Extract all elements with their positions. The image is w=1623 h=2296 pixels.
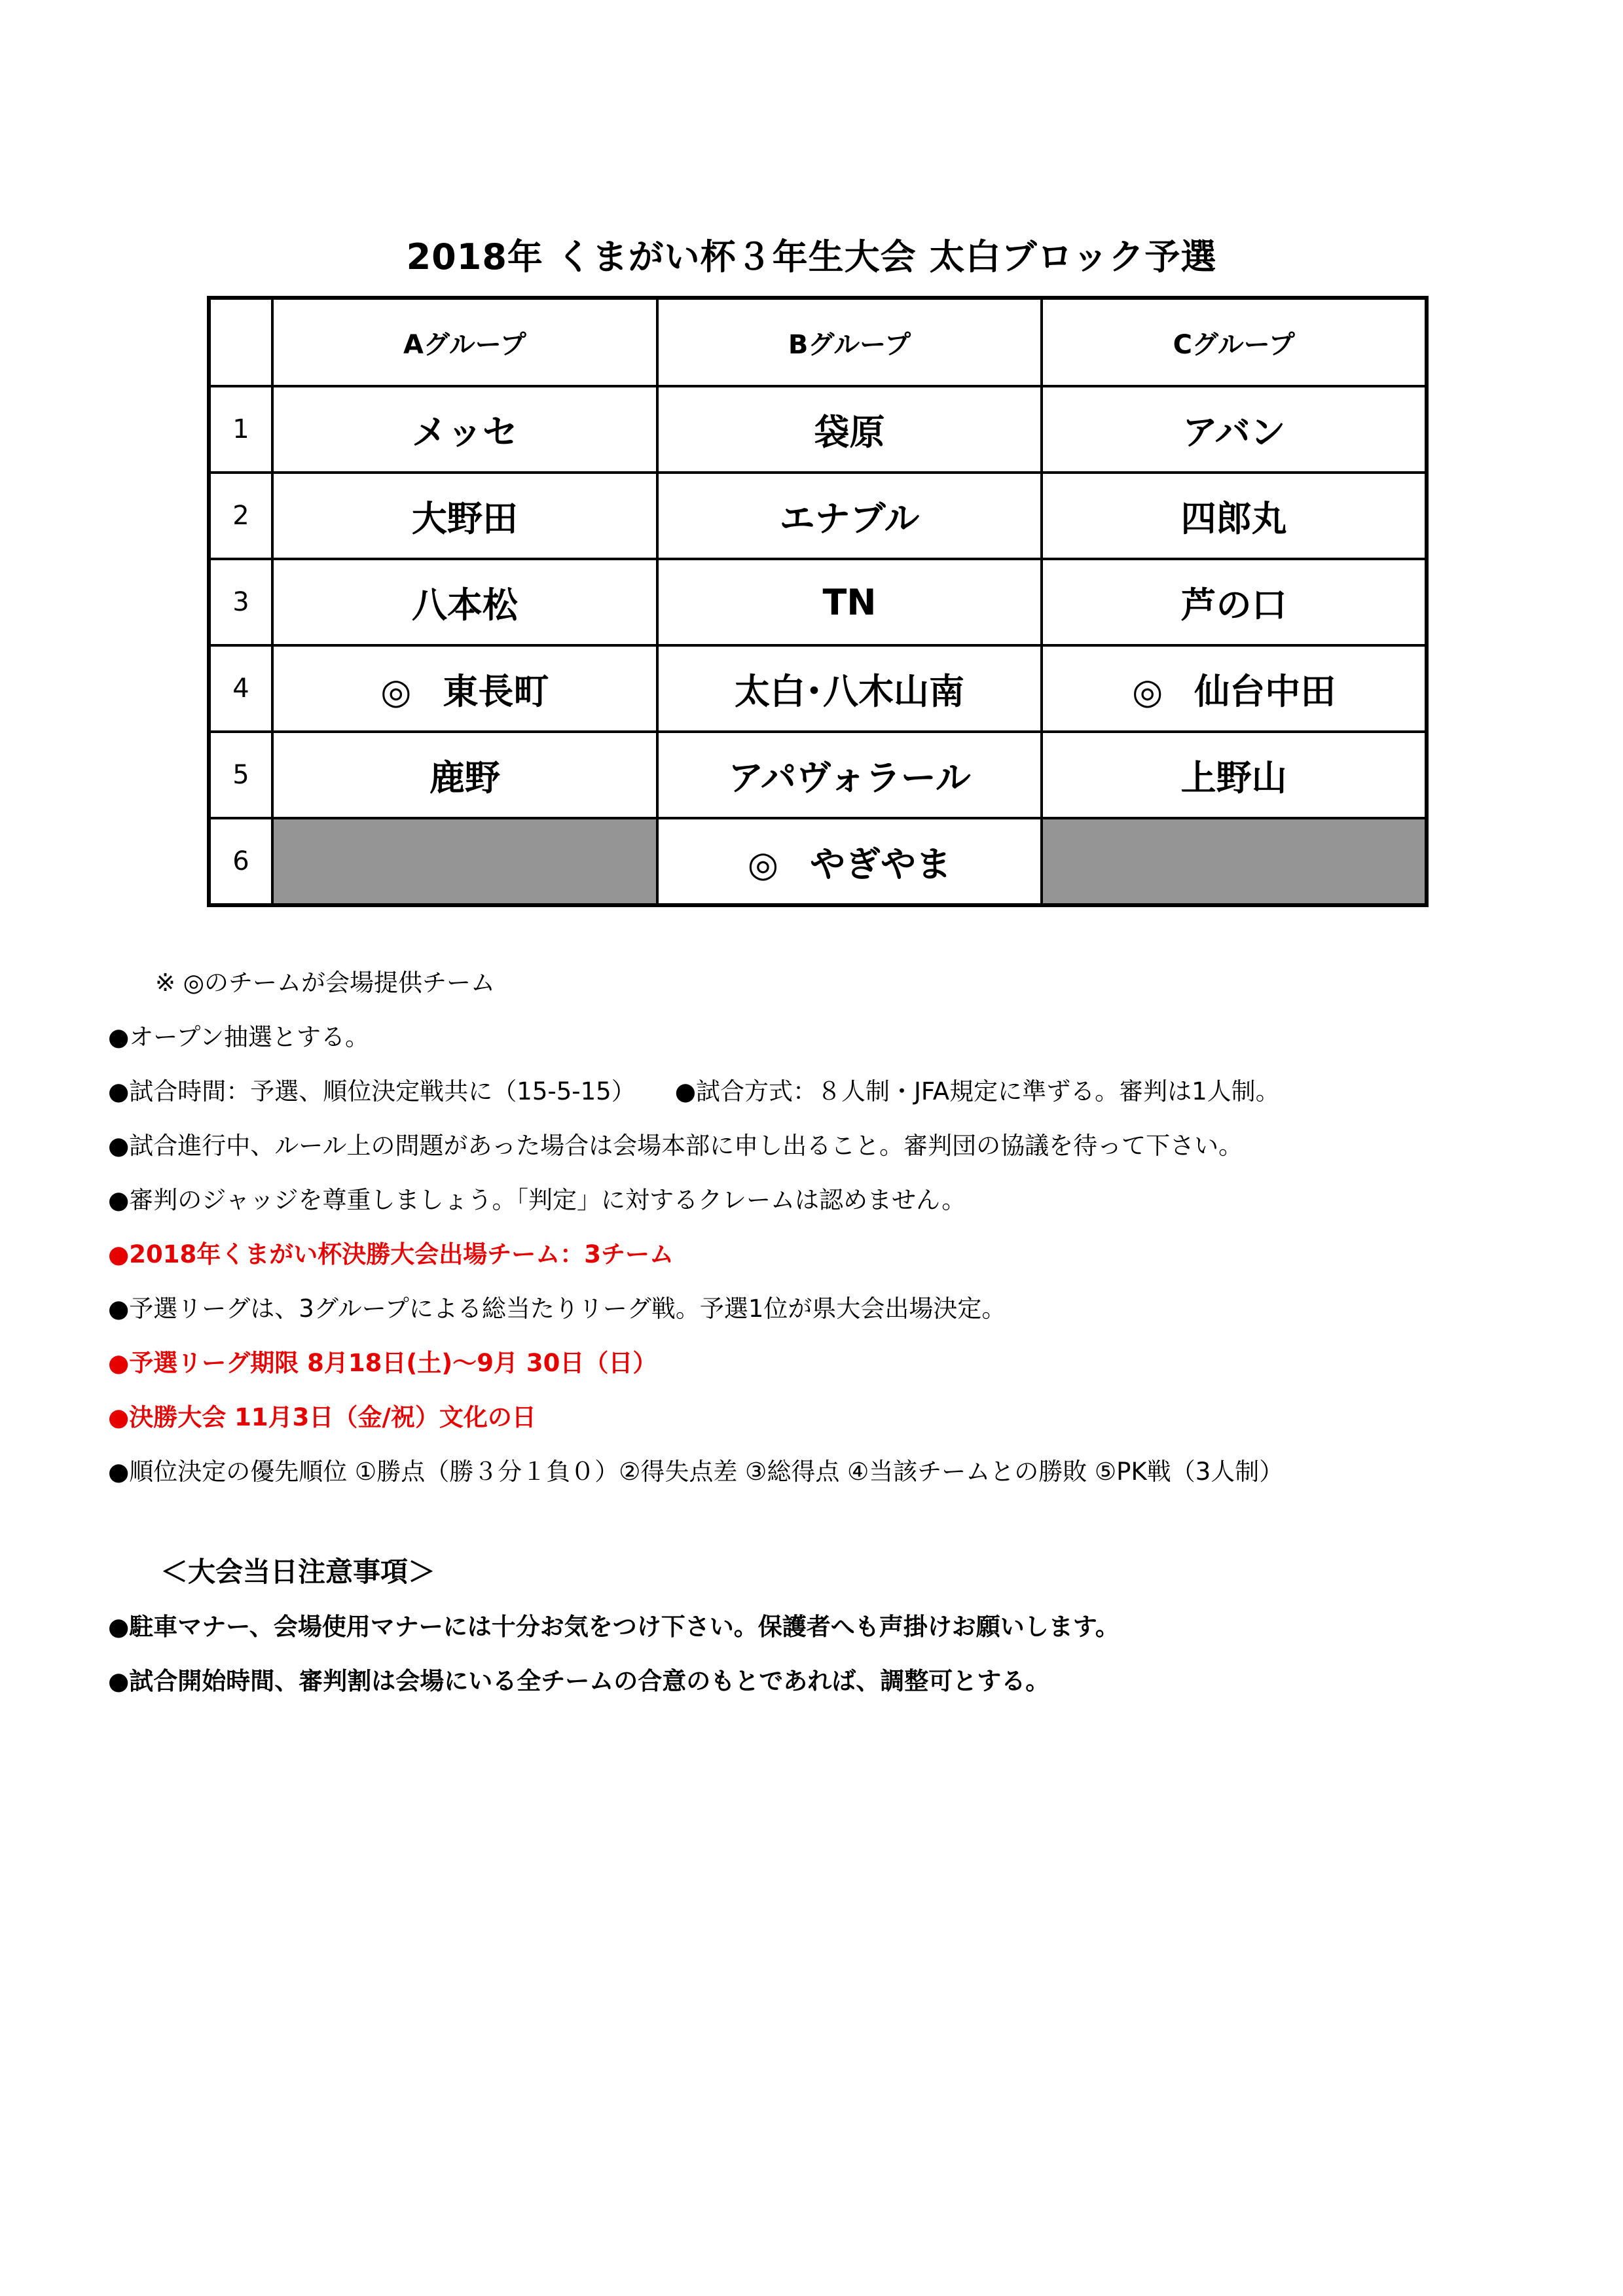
number-header: [209, 298, 272, 386]
venue-mark: ◎: [747, 843, 779, 885]
team-cell: アパヴォラール: [657, 732, 1042, 818]
team-name: やぎやま: [810, 843, 952, 885]
team-cell: [657, 818, 1042, 905]
table-row: [209, 386, 1427, 473]
match-rules-line: [108, 1064, 1581, 1119]
respect-note: ●審判のジャッジを尊重しましょう。「判定」に対するクレームは認めません。: [108, 1186, 966, 1214]
team-cell: アバン: [1042, 386, 1427, 473]
team-cell: 四郎丸: [1042, 473, 1427, 559]
team-cell: エナブル: [657, 473, 1042, 559]
final-teams-note: ●2018年くまがい杯決勝大会出場チーム：3チーム: [108, 1240, 674, 1268]
team-cell: TN: [657, 559, 1042, 645]
team-cell: 鹿野: [272, 732, 657, 818]
team-cell: 芦の口: [1042, 559, 1427, 645]
row-number: 1: [209, 386, 272, 473]
team-cell: 袋原: [657, 386, 1042, 473]
team-cell: [272, 645, 657, 732]
venue-mark: ◎: [380, 670, 412, 712]
table-row: [209, 732, 1427, 818]
row-number: 2: [209, 473, 272, 559]
table-row: [209, 645, 1427, 732]
team-cell: 太白･八木山南: [657, 645, 1042, 732]
league-note: ●予選リーグは、3グループによる総当たりリーグ戦。予選1位が県大会出場決定。: [108, 1295, 1006, 1323]
row-number: 3: [209, 559, 272, 645]
group-a-header: Aグループ: [272, 298, 657, 386]
team-cell: メッセ: [272, 386, 657, 473]
notes-section: [108, 956, 1581, 1708]
group-b-header: Bグループ: [657, 298, 1042, 386]
row-number: 5: [209, 732, 272, 818]
table-row: [209, 818, 1427, 905]
match-time-note: ●試合時間：予選、順位決定戦共に（15-5-15）: [108, 1077, 636, 1105]
schedule-note: ●試合開始時間、審判割は会場にいる全チームの合意のもとであれば、調整可とする。: [108, 1667, 1050, 1695]
team-name: 東長町: [443, 670, 549, 712]
row-number: 6: [209, 818, 272, 905]
team-cell: [1042, 645, 1427, 732]
group-c-header: Cグループ: [1042, 298, 1427, 386]
team-cell: 上野山: [1042, 732, 1427, 818]
deadline-note: ●予選リーグ期限 8月18日(土)～9月 30日（日）: [108, 1349, 657, 1377]
match-format-note: ●試合方式：８人制・JFA規定に準ずる。審判は1人制。: [674, 1077, 1280, 1105]
priority-note: ●順位決定の優先順位 ①勝点（勝３分１負０）②得失点差 ③総得点 ④当該チームとの勝敗 ⑤PK戦（3人制）: [108, 1458, 1284, 1486]
venue-mark: ◎: [1132, 670, 1163, 712]
row-number: 4: [209, 645, 272, 732]
empty-cell: [1042, 818, 1427, 905]
day-notes-heading: ＜大会当日注意事項＞: [160, 1556, 436, 1588]
team-cell: 大野田: [272, 473, 657, 559]
team-cell: 八本松: [272, 559, 657, 645]
table-row: [209, 473, 1427, 559]
page-title: 2018年 くまがい杯３年生大会 太白ブロック予選: [406, 236, 1217, 278]
problems-note: ●試合進行中、ルール上の問題があった場合は会場本部に申し出ること。審判団の協議を待って下さい。: [108, 1132, 1243, 1160]
open-draw-note: ●オープン抽選とする。: [108, 1023, 369, 1051]
team-name: 仙台中田: [1194, 670, 1336, 712]
empty-cell: [272, 818, 657, 905]
final-day-note: ●決勝大会 11月3日（金/祝）文化の日: [108, 1403, 536, 1431]
venue-note: ※ ◎のチームが会場提供チーム: [155, 969, 496, 997]
parking-note: ●駐車マナー、会場使用マナーには十分お気をつけ下さい。保護者へも声掛けお願いします。: [108, 1613, 1120, 1641]
group-table: [207, 296, 1429, 907]
table-header-row: [209, 298, 1427, 386]
table-row: [209, 559, 1427, 645]
